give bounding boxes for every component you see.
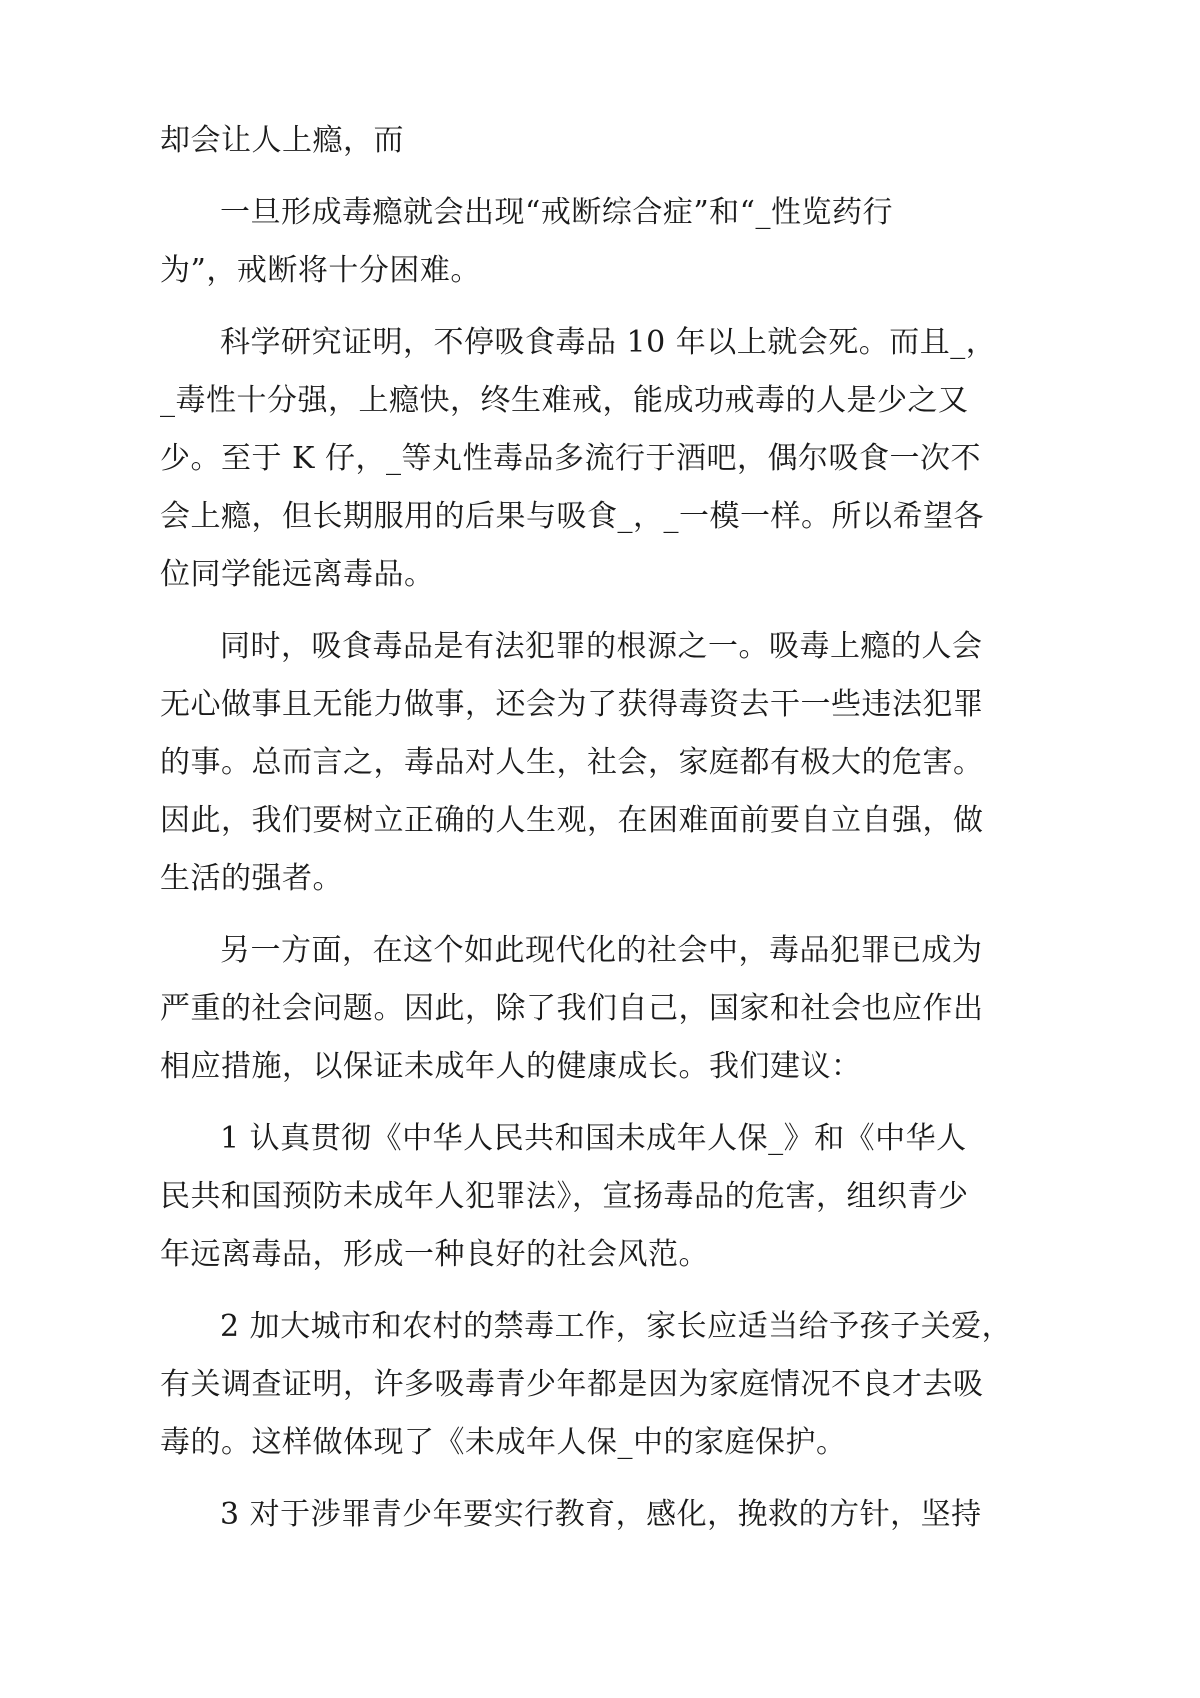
text-line: 同时，吸食毒品是有法犯罪的根源之一。吸毒上瘾的人会 <box>220 629 983 664</box>
text-line: 因此，我们要树立正确的人生观，在困难面前要自立自强，做 <box>160 803 984 838</box>
paragraph-3 <box>160 314 1050 604</box>
paragraph-5 <box>160 922 1050 1096</box>
text-line: 相应措施，以保证未成年人的健康成长。我们建议： <box>160 1049 862 1084</box>
text-line: 无心做事且无能力做事，还会为了获得毒资去干一些违法犯罪 <box>160 687 984 722</box>
text-line: 科学研究证明，不停吸食毒品 10 年以上就会死。而且_， <box>220 325 997 360</box>
text-line: 会上瘾，但长期服用的后果与吸食_，_一模一样。所以希望各 <box>160 499 984 534</box>
text-line: 为”，戒断将十分困难。 <box>160 253 481 288</box>
text-line: _毒性十分强，上瘾快，终生难戒，能成功戒毒的人是少之又 <box>160 383 969 418</box>
paragraph-2 <box>160 184 1050 300</box>
text-line: 1 认真贯彻《中华人民共和国未成年人保_》和《中华人 <box>220 1121 967 1156</box>
text-line: 一旦形成毒瘾就会出现“戒断综合症”和“_性览药行 <box>220 195 894 230</box>
text-line: 民共和国预防未成年人犯罪法》，宣扬毒品的危害，组织青少 <box>160 1179 969 1214</box>
text-line: 2 加大城市和农村的禁毒工作，家长应适当给予孩子关爱， <box>220 1309 1013 1344</box>
text-line: 的事。总而言之，毒品对人生，社会，家庭都有极大的危害。 <box>160 745 984 780</box>
document-page <box>160 112 1050 1558</box>
text-line: 却会让人上瘾，而 <box>160 123 404 158</box>
paragraph-7 <box>160 1298 1050 1472</box>
text-line: 毒的。这样做体现了《未成年人保_中的家庭保护。 <box>160 1425 847 1460</box>
paragraph-1 <box>160 112 1050 170</box>
text-line: 严重的社会问题。因此，除了我们自己，国家和社会也应作出 <box>160 991 984 1026</box>
text-line: 3 对于涉罪青少年要实行教育，感化，挽救的方针，坚持 <box>220 1497 982 1532</box>
text-line: 另一方面，在这个如此现代化的社会中，毒品犯罪已成为 <box>220 933 983 968</box>
paragraph-6 <box>160 1110 1050 1284</box>
paragraph-8 <box>160 1486 1050 1544</box>
paragraph-4 <box>160 618 1050 908</box>
text-line: 位同学能远离毒品。 <box>160 557 435 592</box>
text-line: 年远离毒品，形成一种良好的社会风范。 <box>160 1237 709 1272</box>
text-line: 生活的强者。 <box>160 861 343 896</box>
text-line: 有关调查证明，许多吸毒青少年都是因为家庭情况不良才去吸 <box>160 1367 984 1402</box>
text-line: 少。至于 K 仔，_等丸性毒品多流行于酒吧，偶尔吸食一次不 <box>160 441 981 476</box>
